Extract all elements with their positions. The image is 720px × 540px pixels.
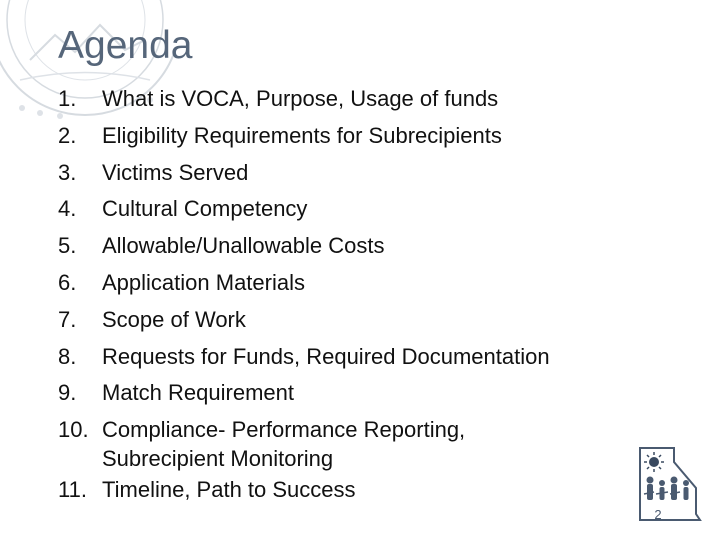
slide-title: Agenda	[58, 24, 193, 67]
family-figures-icon	[647, 477, 690, 501]
agenda-item-number: 7.	[58, 306, 77, 332]
agenda-item-text	[102, 412, 678, 472]
agenda-item-10	[58, 412, 678, 472]
agenda-item-number: 11.	[58, 476, 87, 502]
agenda-item-number: 4.	[58, 196, 77, 222]
agenda-item-number: 6.	[58, 269, 77, 295]
sun-icon	[644, 452, 664, 472]
agenda-item-number: 8.	[58, 343, 77, 369]
agenda-item-text: Timeline, Path to Success	[102, 476, 356, 502]
agenda-item-text: Eligibility Requirements for Subrecipients	[102, 122, 502, 148]
agenda-item-text: What is VOCA, Purpose, Usage of funds	[102, 86, 499, 111]
dhhs-logo	[634, 444, 702, 526]
agenda-item-number: 1.	[58, 86, 77, 111]
agenda-item-text: Allowable/Unallowable Costs	[102, 233, 385, 259]
agenda-item-7	[58, 302, 678, 339]
agenda-item-number: 5.	[58, 233, 77, 259]
agenda-list	[58, 81, 678, 509]
agenda-item-2	[58, 118, 678, 155]
agenda-item-text: Requests for Funds, Required Documentation	[102, 343, 550, 369]
agenda-item-text: Victims Served	[102, 159, 249, 185]
agenda-item-text-line2: Subrecipient Monitoring	[102, 445, 334, 471]
agenda-item-text-line1: Compliance- Performance Reporting,	[102, 417, 466, 443]
agenda-item-5	[58, 228, 678, 265]
agenda-item-11	[58, 472, 678, 509]
agenda-item-number: 9.	[58, 380, 77, 406]
agenda-item-3	[58, 155, 678, 192]
agenda-item-number: 10.	[58, 417, 89, 443]
agenda-item-text: Scope of Work	[102, 306, 246, 332]
agenda-item-text: Application Materials	[102, 269, 305, 295]
agenda-item-8	[58, 339, 678, 376]
agenda-item-number: 2.	[58, 122, 77, 148]
agenda-item-6	[58, 265, 678, 302]
agenda-item-1	[58, 81, 678, 118]
agenda-item-number: 3.	[58, 159, 77, 185]
agenda-item-9	[58, 375, 678, 412]
agenda-item-text: Cultural Competency	[102, 196, 308, 222]
agenda-item-4	[58, 191, 678, 228]
agenda-item-text: Match Requirement	[102, 380, 294, 406]
page-number: 2	[654, 507, 662, 522]
